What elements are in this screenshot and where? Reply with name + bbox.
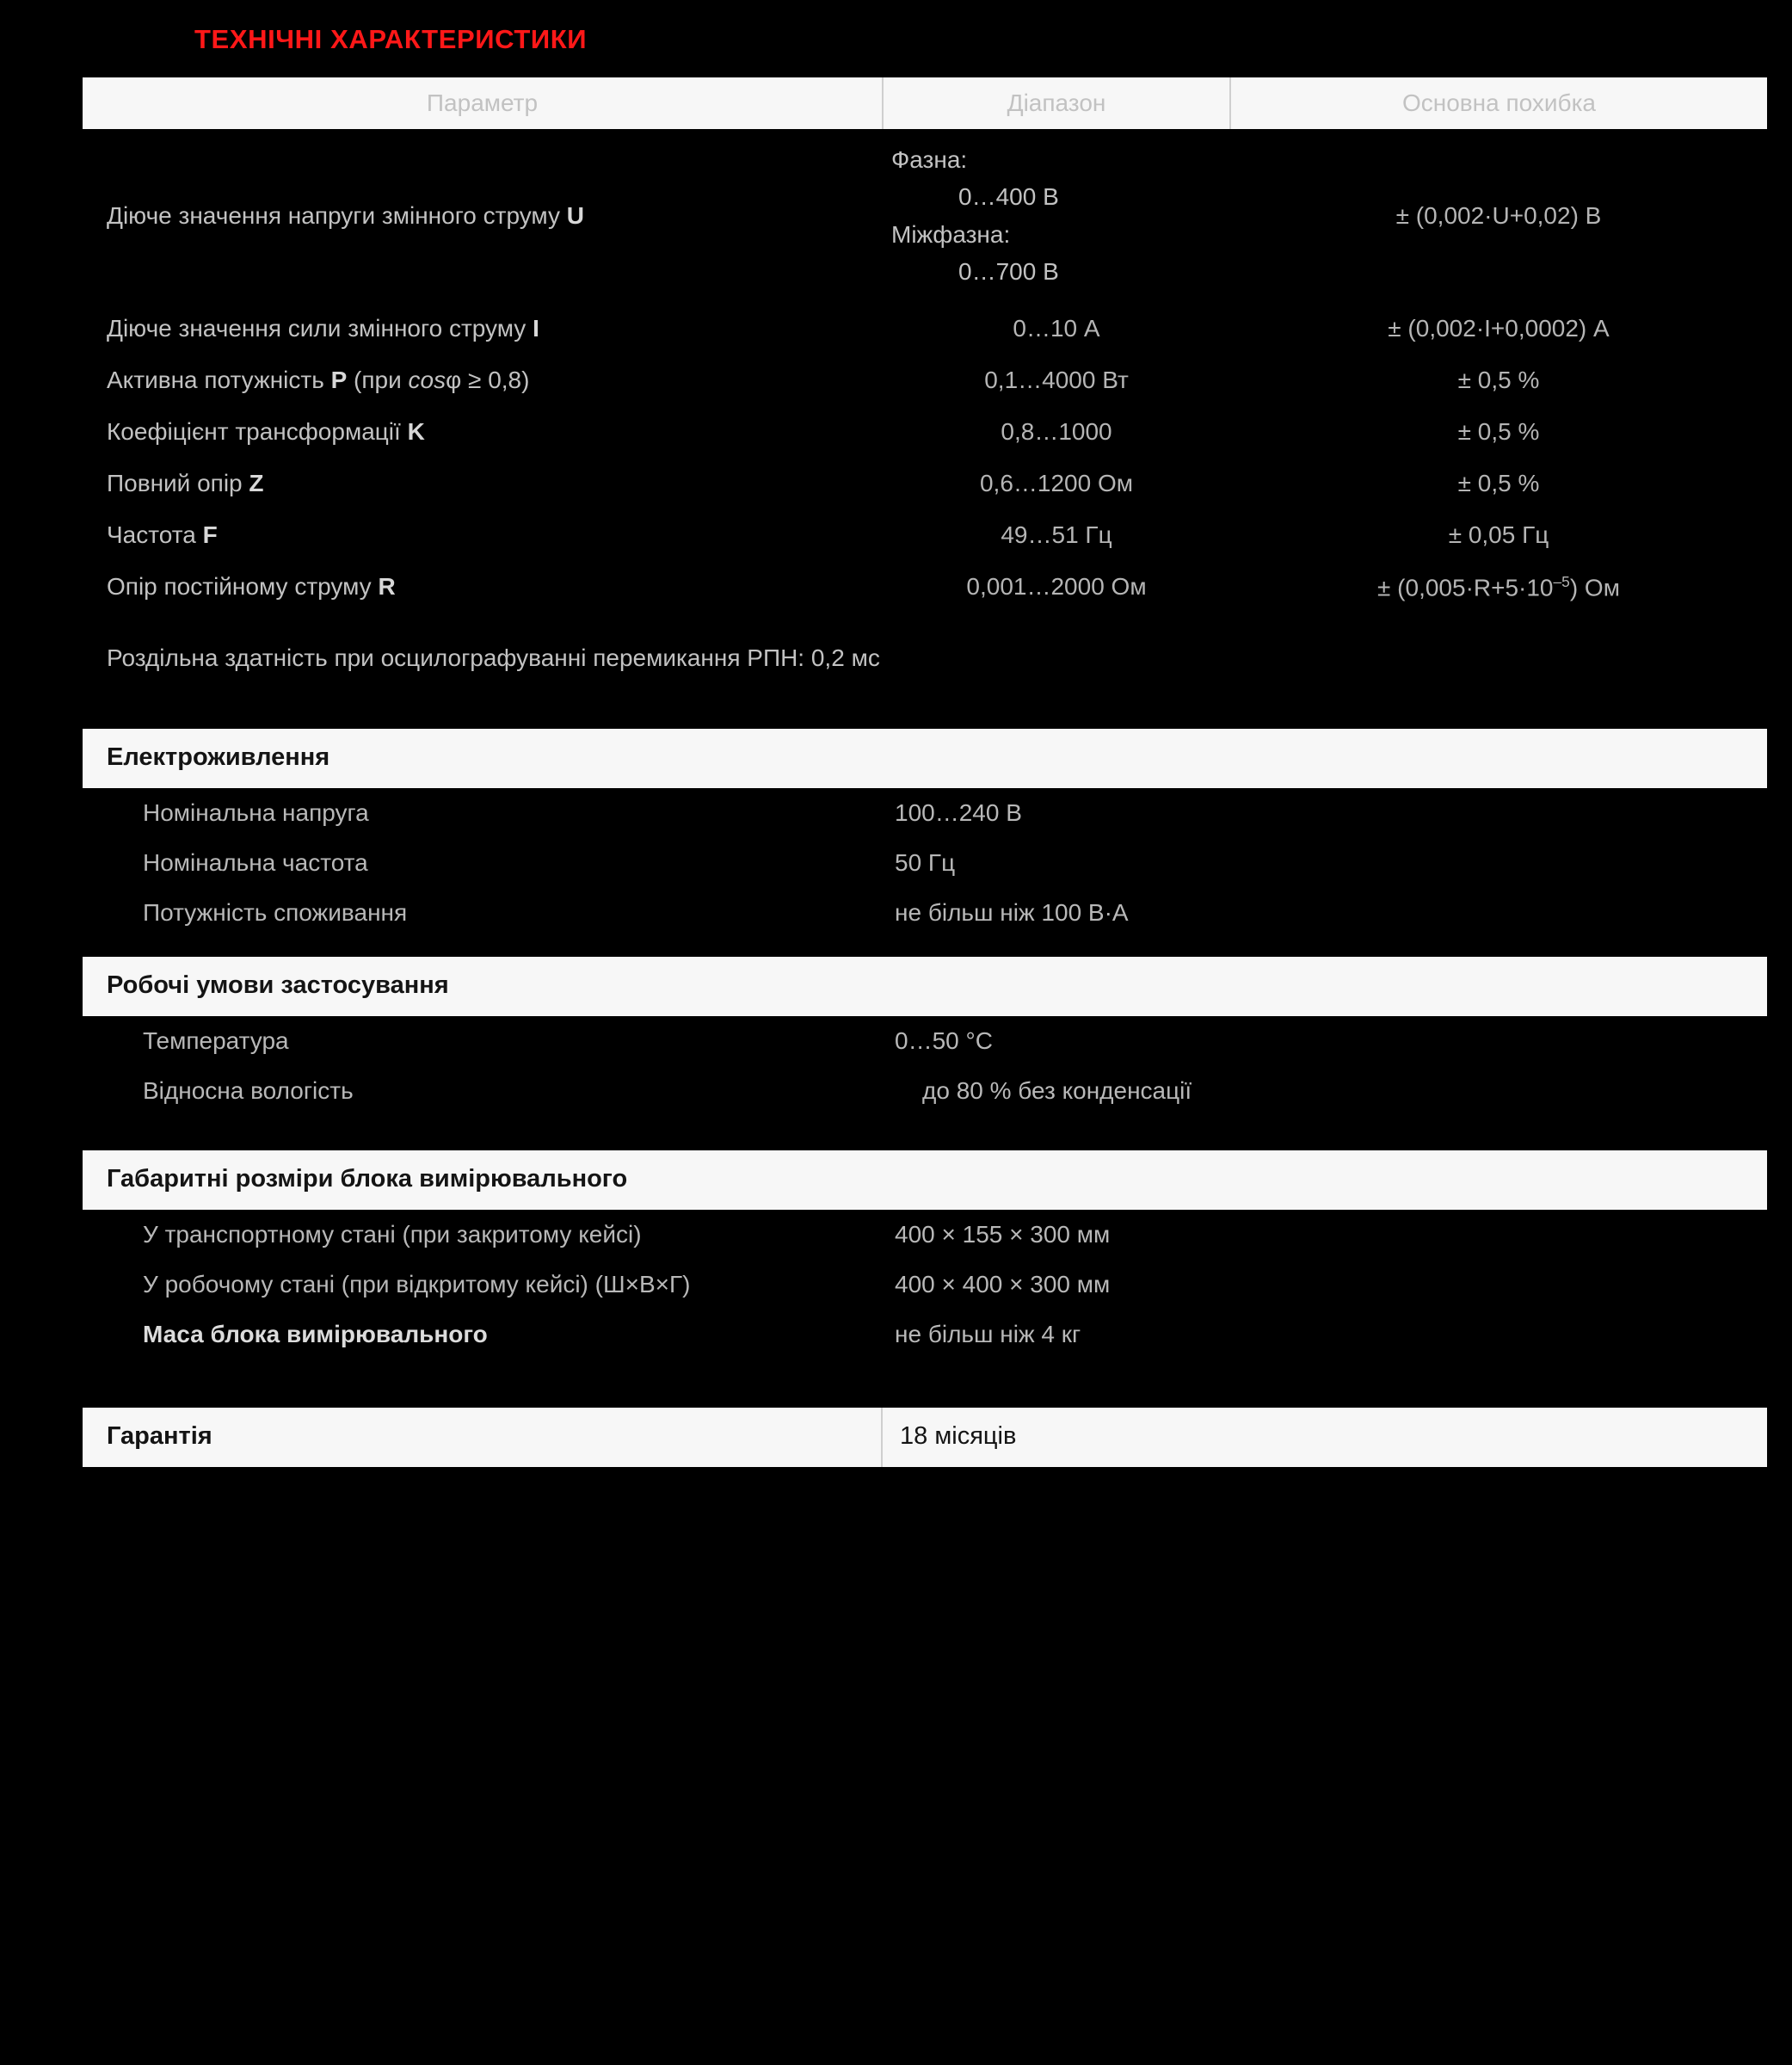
param-error: ± 0,05 Гц <box>1448 521 1549 548</box>
param-error: ± $(0,005\cdot R+5\cdot 10^{-5})$ Ом <box>1377 572 1620 601</box>
param-label: Повний опір Z <box>107 469 264 496</box>
spec-row <box>83 1016 1767 1066</box>
section-title: Робочі умови застосування <box>83 957 1767 1016</box>
page-title: ТЕХНІЧНІ ХАРАКТЕРИСТИКИ <box>194 24 588 54</box>
param-error: ± 0,5 % <box>1457 366 1540 393</box>
spec-label: Номінальна частота <box>143 848 368 876</box>
spec-value: 400 × 400 × 300 мм <box>895 1270 1111 1298</box>
spec-row <box>83 1210 1767 1260</box>
param-range: 0,8…1000 <box>1001 417 1112 445</box>
column-header-range: Діапазон <box>883 77 1230 129</box>
spacer <box>0 681 1792 729</box>
spec-row <box>83 1260 1767 1310</box>
spec-row <box>83 1066 1767 1116</box>
section-dimensions <box>83 1150 1767 1359</box>
table-note-row <box>83 613 1767 681</box>
param-range: 0,1…4000 Вт <box>984 366 1129 393</box>
resolution-note: Роздільна здатність при осцилографуванні перемикання РПН: 0,2 мс <box>107 644 880 671</box>
param-label: Опір постійному струму R <box>107 573 396 601</box>
table-row <box>83 406 1767 458</box>
table-row <box>83 303 1767 354</box>
param-label: Діюче значення напруги змінного струму U <box>107 201 584 229</box>
section-title: Габаритні розміри блока вимірювального <box>83 1150 1767 1210</box>
spec-label: Маса блока вимірювального <box>143 1320 488 1347</box>
warranty-row <box>83 1408 1767 1467</box>
section-title: Електроживлення <box>83 729 1767 788</box>
param-error: ± (0,002·I+0,0002) А <box>1388 314 1610 342</box>
spec-row <box>83 888 1767 938</box>
warranty-label: Гарантія <box>83 1408 883 1467</box>
table-row <box>83 561 1767 613</box>
param-label: Діюче значення сили змінного струму I <box>107 314 539 342</box>
specs-table <box>83 77 1767 681</box>
spec-row <box>83 838 1767 888</box>
table-row <box>83 129 1767 303</box>
spec-value: 0…50 °C <box>895 1026 993 1054</box>
param-range: 49…51 Гц <box>1001 521 1112 548</box>
spec-label: Номінальна напруга <box>143 798 369 826</box>
param-range: Фазна: 0…400 В Міжфазна: 0…700 В <box>891 146 1059 286</box>
spec-value: 400 × 155 × 300 мм <box>895 1220 1111 1248</box>
param-range: 0,001…2000 Ом <box>966 573 1147 601</box>
param-range: 0…10 А <box>1013 314 1100 342</box>
spec-label: У робочому стані (при відкритому кейсі) (Ш×В×Г) <box>143 1270 691 1298</box>
section-power <box>83 729 1767 938</box>
column-header-parameter: Параметр <box>83 77 883 129</box>
param-error: ± (0,002·U+0,02) В <box>1395 201 1602 229</box>
spec-row <box>83 1310 1767 1359</box>
spec-row <box>83 788 1767 838</box>
spacer <box>0 938 1792 957</box>
spec-value: не більш ніж 4 кг <box>895 1320 1081 1347</box>
spacer <box>0 1116 1792 1150</box>
table-header-row <box>83 77 1767 129</box>
column-header-error: Основна похибка <box>1230 77 1767 129</box>
spec-value: до 80 % без конденсації <box>922 1076 1192 1104</box>
table-row <box>83 509 1767 561</box>
spacer <box>0 1359 1792 1408</box>
table-row <box>83 354 1767 406</box>
warranty-value: 18 місяців <box>900 1421 1017 1450</box>
spec-value: 100…240 В <box>895 798 1022 826</box>
param-error: ± 0,5 % <box>1457 417 1540 445</box>
param-label: Коефіцієнт трансформації K <box>107 417 425 445</box>
param-range: 0,6…1200 Ом <box>979 469 1134 496</box>
spec-value: 50 Гц <box>895 848 956 876</box>
spec-value: не більш ніж 100 В·А <box>895 898 1129 926</box>
param-error: ± 0,5 % <box>1457 469 1540 496</box>
spec-label: У транспортному стані (при закритому кейсі) <box>143 1220 642 1248</box>
section-operating-conditions <box>83 957 1767 1116</box>
param-label: Активна потужність P (при cosφ ≥ 0,8) <box>107 366 530 393</box>
spec-label: Потужність споживання <box>143 898 408 926</box>
param-label: Частота F <box>107 521 218 548</box>
spec-label: Температура <box>143 1026 289 1054</box>
spec-label: Відносна вологість <box>143 1076 354 1104</box>
table-row <box>83 458 1767 509</box>
